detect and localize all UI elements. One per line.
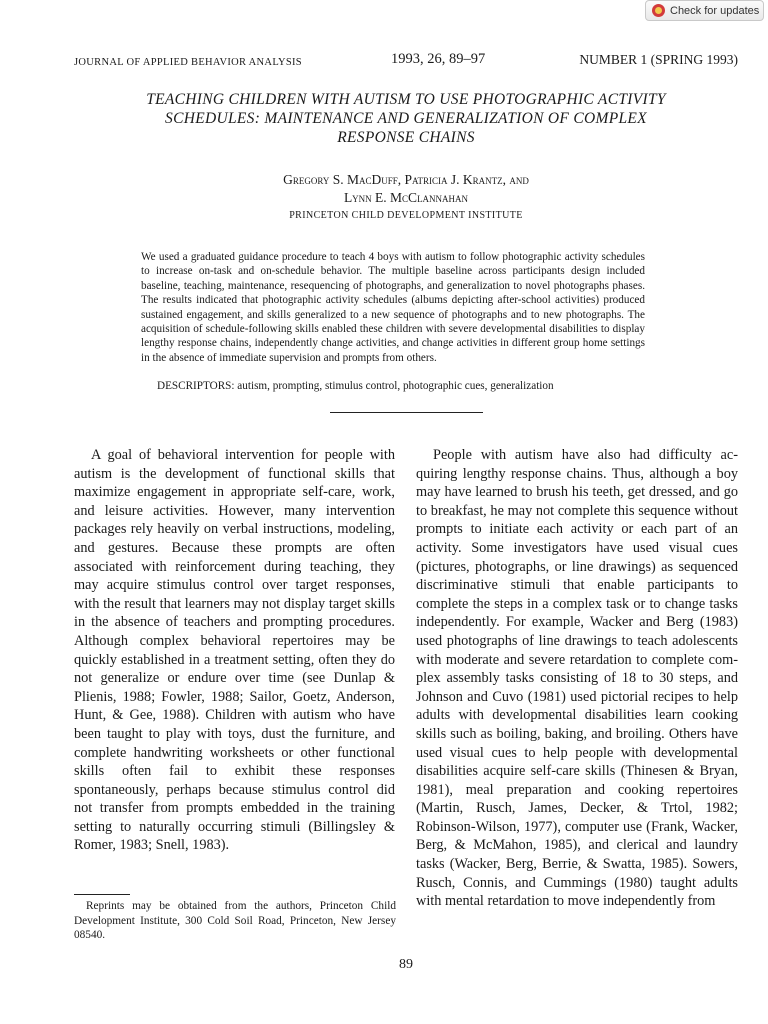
abstract — [141, 250, 645, 365]
abstract-text: We used a graduated guidance procedure to teach 4 boys with autism to follow photographic activity schedules to increase on-task and on-schedule behavior. The multiple baseline across participants design included baseline, teaching, maintenance, resequencing of photographs, and generalization to novel photographs phases. The results indicated that photographic activity schedules (albums depicting after-school activities) produced sustained engagement, and skills generalized to a new sequence of photographs and to new photographs. The acquisition of schedule-following skills enabled these children with severe developmental disabilities to display lengthy response chains, independently change activities, and change activities in different group home settings in the absence of immediate supervision and prompts from others. — [141, 251, 645, 364]
check-for-updates-button[interactable] — [645, 0, 764, 21]
check-for-updates-label: Check for updates — [670, 4, 760, 17]
author-line-1: Gregory S. MacDuff, Patricia J. Krantz, and — [283, 172, 529, 187]
citation: 1993, 26, 89–97 — [391, 51, 486, 67]
body-column-left — [74, 446, 395, 855]
author-line-2: Lynn E. McClannahan — [343, 190, 469, 205]
body-column-right — [416, 446, 738, 911]
article-title: TEACHING CHILDREN WITH AUTISM TO USE PHOTOGRAPHIC ACTIVITY SCHEDULES: MAINTENANCE AND GENERALIZATION OF COMPLEX RESPONSE CHAINS — [146, 91, 666, 146]
footnote-text: Reprints may be obtained from the authors, Princeton Child Development Institute, 300 Cold Soil Road, Princeton, New Jersey 08540. — [74, 900, 396, 941]
institution: PRINCETON CHILD DEVELOPMENT INSTITUTE — [289, 210, 523, 221]
footnote — [74, 899, 396, 943]
section-divider — [330, 412, 483, 413]
body-paragraph: A goal of behavioral intervention for people with autism is the development of functional skills that maximize engagement in appropriate self-care, work, and leisure activities. However, many intervention packages rely heavily on verbal instructions, modeling, and gestures. Because these prompts are often associated with reinforcement during teaching, they may acquire stimulus control over target responses, with the result that learners may not display target skills in the absence of teachers and prompting procedures. Although complex behavioral repertoires may be quickly established in a treatment setting, often they do not generalize or endure over time (see Dunlap & Plienis, 1988; Fowler, 1988; Sailor, Goetz, Anderson, Hunt, & Gee, 1988). Children with autism who have been taught to play with toys, dust the furniture, and complete handwriting worksheets or other functional skills often fail to exhibit these responses spontaneously, perhaps because stimulus control did not transfer from prompts embedded in the training setting to naturally occurring stimuli (Billingsley & Romer, 1983; Snell, 1983). — [74, 447, 395, 854]
author-list — [140, 171, 672, 207]
descriptors: DESCRIPTORS: autism, prompting, stimulus control, photographic cues, generalization — [157, 380, 554, 392]
crossmark-icon — [652, 4, 665, 17]
journal-name: JOURNAL OF APPLIED BEHAVIOR ANALYSIS — [74, 57, 302, 68]
body-paragraph: People with autism have also had difficulty acquiring lengthy response chains. Thus, although a boy may have learned to brush his teeth, get dressed, and go to breakfast, he may not complete this sequence without prompts to initiate each activity or each part of an activity. Some investigators have used visual cues (pictures, photographs, or line drawings) as sequenced discriminative stimuli that enable participants to complete the steps in a complex task or to change tasks independently. For example, Wacker and Berg (1983) used photographs of line drawings to teach adolescents with moderate and severe retardation to complete complex assembly tasks consisting of 18 to 30 steps, and Johnson and Cuvo (1981) used pictorial recipes to help adults with developmental disabilities learn cooking skills such as boiling, baking, and broiling. Others have used visual cues to help people with developmental disabilities acquire self-care skills (Thinesen & Bryan, 1981), meal preparation and cooking repertoires (Martin, Rusch, James, Decker, & Trtol, 1982; Robinson-Wilson, 1977), computer use (Frank, Wacker, Berg, & McMahon, 1985), and clerical and laundry tasks (Wacker, Berg, Berrie, & Swatta, 1985). Sowers, Rusch, Connis, and Cummings (1980) taught adults with mental retardation to move independently from — [416, 447, 738, 910]
footnote-rule — [74, 894, 130, 895]
running-header — [74, 51, 738, 73]
page-number: 89 — [399, 957, 413, 972]
issue-number: NUMBER 1 (SPRING 1993) — [579, 52, 738, 67]
